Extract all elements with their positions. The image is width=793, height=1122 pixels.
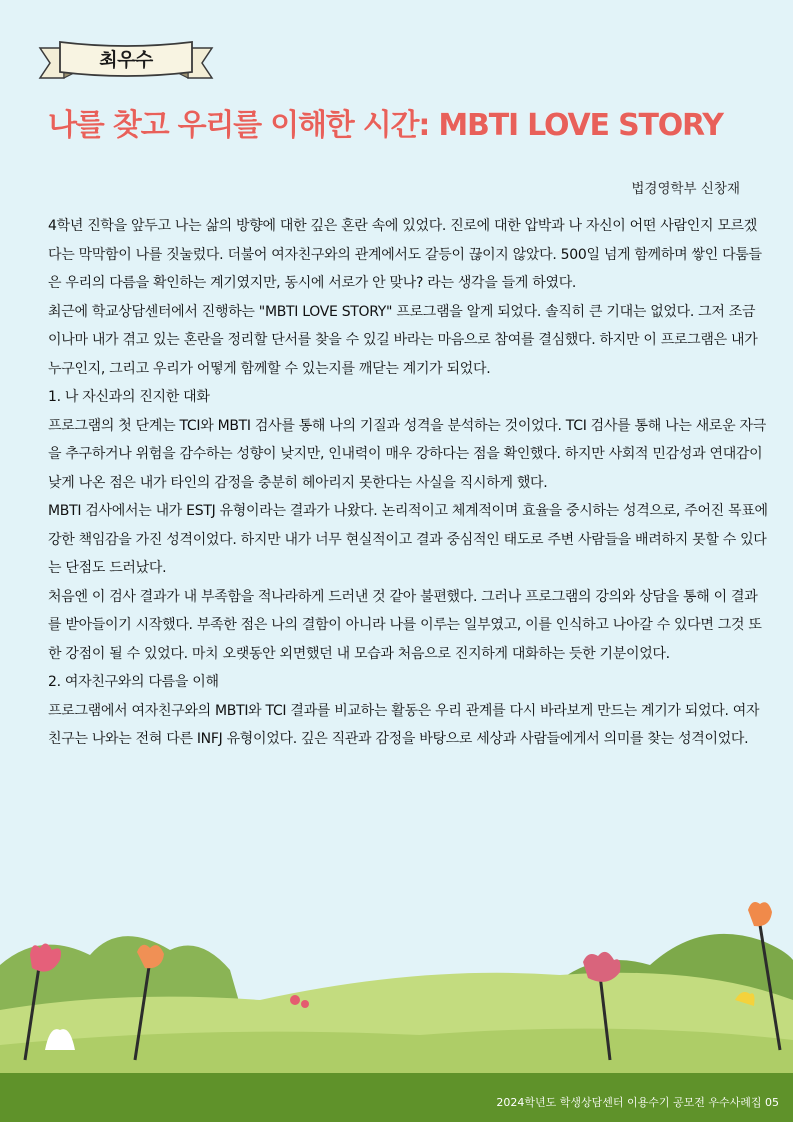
tulip-icon xyxy=(748,902,772,926)
tulip-icon xyxy=(583,952,620,982)
section-heading: 2. 여자친구와의 다름을 이해 xyxy=(48,674,219,690)
paragraph: 최근에 학교상담센터에서 진행하는 "MBTI LOVE STORY" 프로그램을 알게 되었다. 솔직히 큰 기대는 없었다. 그저 조금이나마 내가 겪고 있는 혼란을 정리할 단서를 찾을 수 있길 바라는 마음으로 참여를 결심했다. 하지만 이 프로그램은 내가 누구인지, 그리고 우리가 어떻게 함께할 수 있는지를 깨닫는 계기가 되었다. xyxy=(48,303,758,377)
paragraph: 4학년 진학을 앞두고 나는 삶의 방향에 대한 깊은 혼란 속에 있었다. 진로에 대한 압박과 나 자신이 어떤 사람인지 모르겠다는 막막함이 나를 짓눌렀다. 더불어 여자친구와의 관계에서도 갈등이 끊이지 않았다. 500일 넘게 함께하며 쌓인 다툼들은 우리의 다름을 확인하는 계기였지만, 동시에 서로가 안 맞나? 라는 생각을 들게 하였다. xyxy=(48,218,762,291)
footer-caption: 2024학년도 학생상담센터 이용수기 공모전 우수사례집 05 xyxy=(496,1096,779,1109)
essay-body xyxy=(48,212,768,754)
flower-icon xyxy=(290,995,300,1005)
footer-bar xyxy=(0,1073,793,1122)
flower-icon xyxy=(301,1000,309,1008)
paragraph: MBTI 검사에서는 내가 ESTJ 유형이라는 결과가 나왔다. 논리적이고 체계적이며 효율을 중시하는 성격으로, 주어진 목표에 강한 책임감을 가진 성격이었다. 하지만 내가 너무 현실적이고 결과 중심적인 태도로 주변 사람들을 배려하지 못할 수 있다는 단점도 드러났다. xyxy=(48,503,768,576)
award-label: 최우수 xyxy=(99,49,153,71)
award-ribbon xyxy=(36,34,216,86)
author-line: 법경영학부 신창재 xyxy=(631,181,740,197)
meadow-illustration xyxy=(0,860,793,1075)
page-title: 나를 찾고 우리를 이해한 시간: MBTI LOVE STORY xyxy=(48,108,723,143)
paragraph: 프로그램의 첫 단계는 TCI와 MBTI 검사를 통해 나의 기질과 성격을 분석하는 것이었다. TCI 검사를 통해 나는 새로운 자극을 추구하거나 위험을 감수하는 성향이 낮지만, 인내력이 매우 강하다는 점을 확인했다. 하지만 사회적 민감성과 연대감이 낮게 나온 점은 내가 타인의 감정을 충분히 헤아리지 못한다는 사실을 직시하게 했다. xyxy=(48,417,766,491)
paragraph: 처음엔 이 검사 결과가 내 부족함을 적나라하게 드러낸 것 같아 불편했다. 그러나 프로그램의 강의와 상담을 통해 이 결과를 받아들이기 시작했다. 부족한 점은 나의 결함이 아니라 나를 이루는 일부였고, 이를 인식하고 나아갈 수 있다면 그것 또한 강점이 될 수 있었다. 마치 오랫동안 외면했던 내 모습과 처음으로 진지하게 대화하는 듯한 기분이었다. xyxy=(48,588,762,662)
paragraph: 프로그램에서 여자친구와의 MBTI와 TCI 결과를 비교하는 활동은 우리 관계를 다시 바라보게 만드는 계기가 되었다. 여자친구는 나와는 전혀 다른 INFJ 유형이었다. 깊은 직관과 감정을 바탕으로 세상과 사람들에게서 의미를 찾는 성격이었다. xyxy=(48,702,760,747)
section-heading: 1. 나 자신과의 진지한 대화 xyxy=(48,389,210,405)
